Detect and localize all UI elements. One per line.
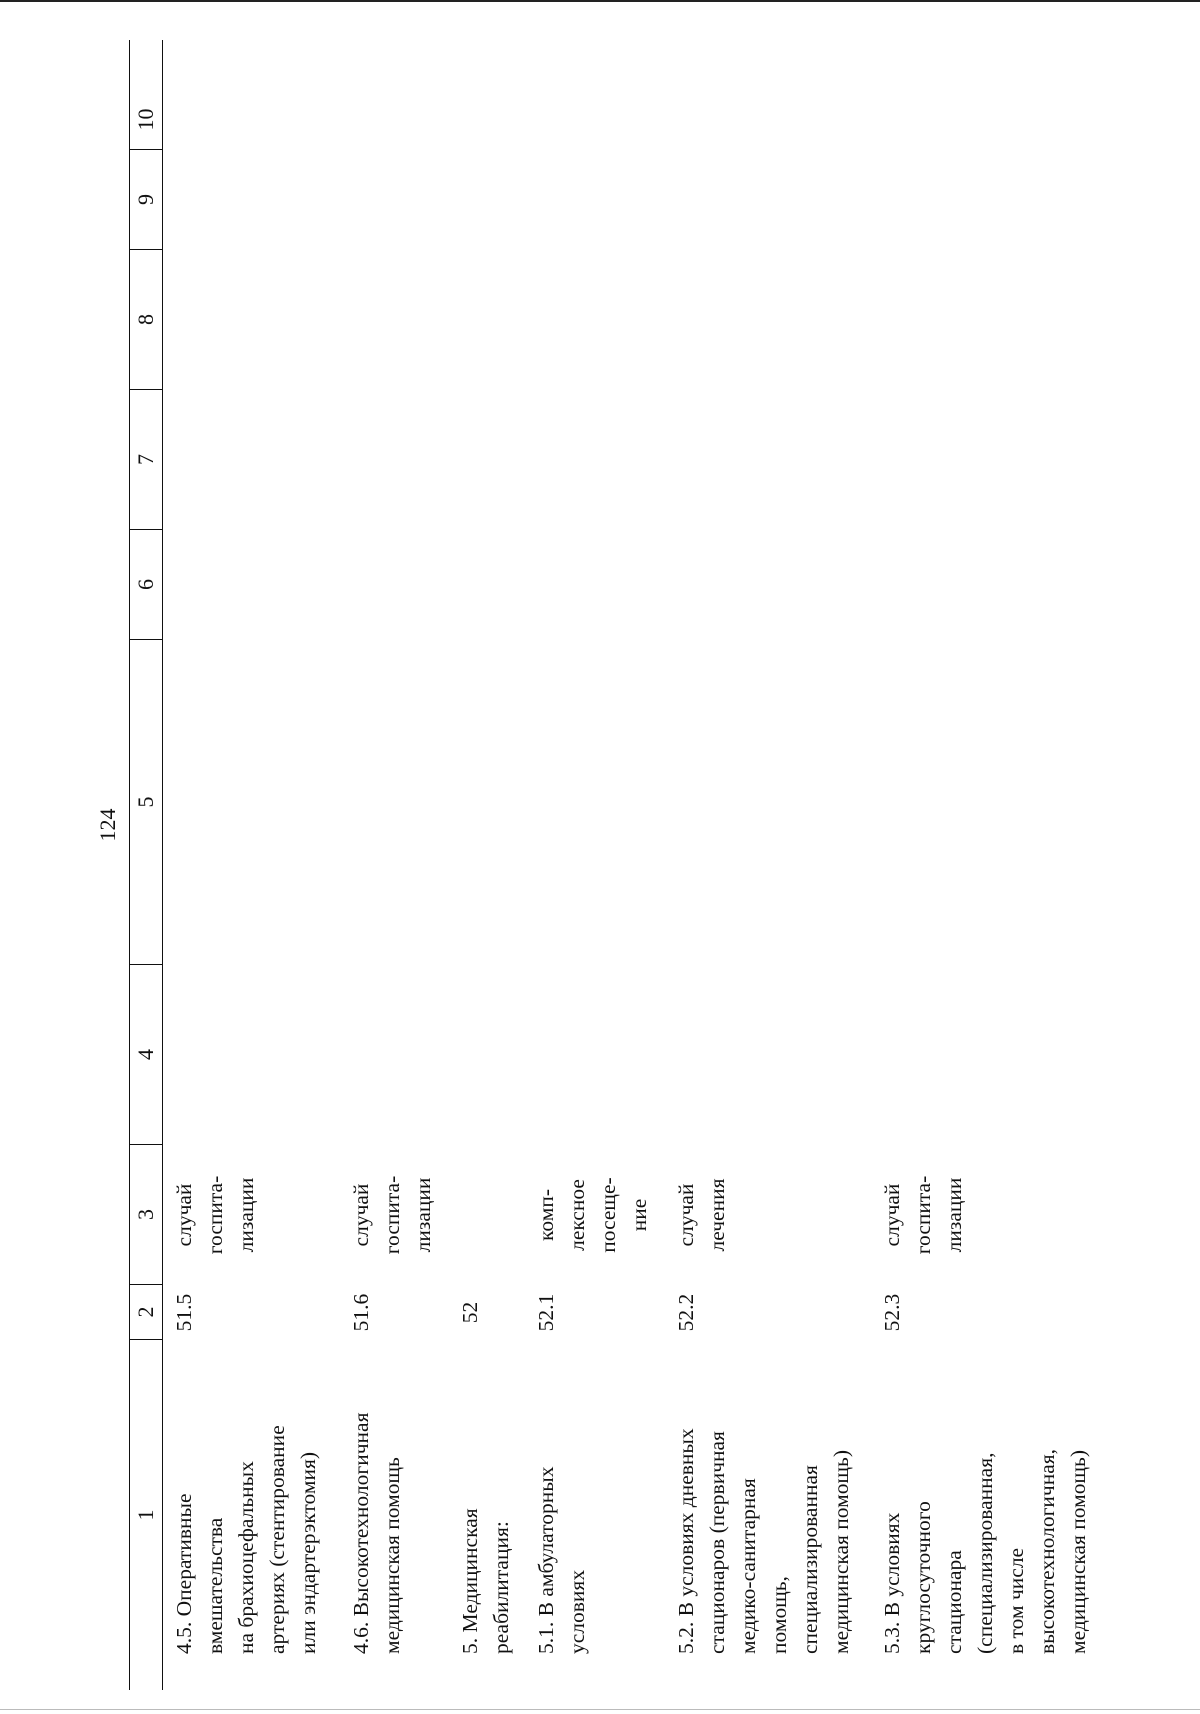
table-row [169,40,324,1690]
table-row [877,40,1094,1690]
row-unit-cell: случай госпита- лизации [349,1175,435,1255]
row-unit-cell [455,1145,517,1285]
row-line-number-cell: 51.6 [349,1293,373,1332]
column-header-6: 6 [130,530,162,640]
column-header-10: 10 [130,90,162,150]
row-line-number-cell: 52 [458,1301,482,1324]
row-name-cell: 5.3. В условиях круглосуточного стационара (специализированная, в том числе высокотехнологичная, медицинская помощь) [880,1448,1090,1654]
scan-edge-top [0,0,1200,2]
row-unit-cell: случай госпита- лизации [172,1175,258,1255]
row-line-number-cell: 52.2 [674,1293,698,1332]
column-header-5: 5 [130,640,162,965]
data-table [129,40,1094,1690]
row-line-number-cell: 51.5 [172,1293,196,1332]
column-header-3: 3 [130,1145,162,1285]
table-row [531,40,655,1690]
column-header-9: 9 [130,150,162,250]
row-line-number-cell: 52.3 [880,1293,904,1332]
column-header-8: 8 [130,250,162,390]
row-unit-cell: комп- лексное посеще- ние [534,1177,651,1253]
table-row [671,40,857,1690]
row-name-cell: 5. Медицинская реабилитация: [458,1508,513,1654]
table-body [163,40,1094,1690]
column-header-1: 1 [133,1509,158,1521]
table-header-row [129,40,163,1690]
scan-edge-bottom [0,1709,1200,1710]
row-unit-cell: случай лечения [674,1178,729,1252]
row-name-cell: 4.6. Высокотехнологичная медицинская помощь [349,1412,404,1654]
column-header-7: 7 [130,390,162,530]
table-row [346,40,439,1690]
column-header-2: 2 [130,1285,162,1340]
page-number: 124 [95,808,120,842]
column-header-4: 4 [130,965,162,1145]
row-name-cell: 5.1. В амбулаторных условиях [534,1466,589,1654]
rotated-table-sheet [95,30,1200,1690]
row-line-number-cell: 52.1 [534,1293,558,1332]
row-name-cell: 4.5. Оперативные вмешательства на брахиоцефальных артериях (стентирование или эндартерэктомия) [172,1425,320,1654]
row-unit-cell: случай госпита- лизации [880,1175,966,1255]
row-name-cell: 5.2. В условиях дневных стационаров (первичная медико-санитарная помощь, специализированная медицинская помощь) [674,1428,853,1654]
table-row [455,40,517,1690]
